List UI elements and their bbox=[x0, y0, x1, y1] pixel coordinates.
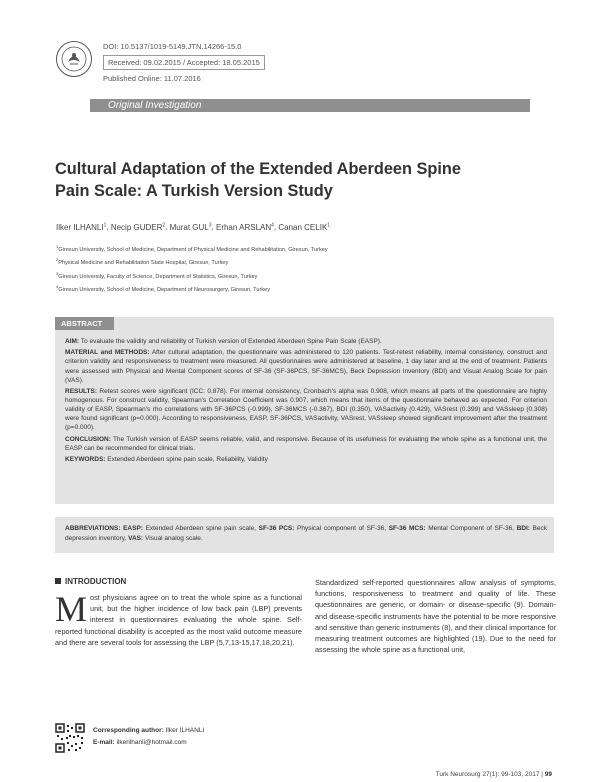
journal-logo bbox=[55, 40, 93, 78]
abbreviations-text: ABBREVIATIONS: EASP: Extended Aberdeen spine pain scale, SF-36 PCS: Physical component of SF-36, SF-36 MCS: Mental Component of SF-36, BDI: Beck depression inventory, VAS: Visual analog scale. bbox=[65, 525, 547, 542]
abstract-methods: MATERIAL and METHODS: After cultural adaptation, the questionnaire was administered to 120 patients. Test-retest reliability, internal consistency, construct and criterion validity and responsiveness to treatment were measured. All questionnaires were administered at baseline, 1 day later and at the end of treatment. Patients were assessed with Physical and Mental Component scores of SF-36 (SF-36PCS, SF-36MCS), Beck Depression Inventory (BDI) and Visual Analog Scale for pain (VAS). bbox=[65, 349, 547, 384]
email-link[interactable]: ilkerilhanli@hotmail.com bbox=[116, 739, 187, 746]
page-number: 99 bbox=[544, 771, 552, 778]
intro-paragraph-2: Standardized self-reported questionnaires allow analysis of symptoms, functions, responsiveness to treatment and quality of life. These questionnaires are generic, or domain- or disease-specific (9). Domain- and disease-specific instruments have the potential to be more responsive and sensitive than generic instruments (8), and their clinical importance for measuring treatment outcomes are highlighted (19). Due to the need for assessing the whole spine as a functional unit, bbox=[315, 578, 556, 655]
corresponding-info bbox=[93, 725, 204, 749]
abstract-text bbox=[65, 337, 547, 467]
affiliation: $^2$Physical Medicine and Rehabilitation State Hospital, Giresun, Turkey bbox=[56, 257, 229, 267]
category-label: Original Investigation bbox=[108, 100, 202, 111]
corresponding-email: E-mail: ilkerilhanli@hotmail.com bbox=[93, 739, 187, 746]
abstract-label: ABSTRACT bbox=[61, 319, 103, 328]
affiliation: $^4$Giresun University, School of Medicine, Department of Neurosurgery, Giresun, Turkey bbox=[56, 284, 271, 293]
author-list: Ilker ILHANLI$^1$, Necip GUDER$^2$, Murat GUL$^3$, Erhan ARSLAN$^4$, Canan CELIK$^1$ bbox=[56, 222, 331, 232]
journal-citation: Turk Neurosurg 27(1): 99-103, 2017 bbox=[435, 771, 540, 778]
square-bullet-icon bbox=[55, 578, 61, 584]
article-title: Cultural Adaptation of the Extended Aberdeen Spine Pain Scale: A Turkish Version Study bbox=[55, 159, 461, 200]
qr-code-icon[interactable] bbox=[55, 723, 85, 753]
corresponding-author: Corresponding author: Ilker ILHANLI bbox=[93, 727, 205, 734]
doi[interactable]: DOI: 10.5137/1019-5149.JTN.14266-15.0 bbox=[103, 42, 242, 51]
article-meta bbox=[103, 42, 265, 83]
intro-paragraph-1: Most physicians agree on to treat the whole spine as a functional unit, but the higher incidence of low back pain (LBP) prevents interest in questionnaires evaluating the whole spine. Self-reported functional disability is accepted as the most valid outcome measure and there are several tools for assessing the LBP (5,7,13-15,17,18,20,21). bbox=[55, 589, 302, 647]
author: Murat GUL$^3$ bbox=[169, 222, 212, 232]
affiliation: $^3$Giresun University, Faculty of Science, Department of Statistics, Giresun, Turkey bbox=[56, 270, 258, 280]
category-bar bbox=[90, 99, 530, 112]
abstract-keywords: KEYWORDS: Extended Aberdeen spine pain scale, Reliability, Validity bbox=[65, 456, 268, 464]
page-footer: Turk Neurosurg 27(1): 99-103, 2017 | 99 bbox=[435, 771, 552, 778]
received-accepted-dates: Received: 09.02.2015 / Accepted: 18.05.2015 bbox=[103, 55, 265, 70]
affiliation: $^1$Giresun University, School of Medicine, Department of Physical Medicine and Rehabilitation, Giresun, Turkey bbox=[56, 244, 328, 253]
drop-cap: M bbox=[55, 589, 88, 629]
author: Erhan ARSLAN$^4$ bbox=[215, 222, 274, 232]
abstract-tab bbox=[55, 317, 114, 330]
abstract-results: RESULTS: Retest scores were significant (ICC: 0.878). For internal consistency, Cronbach's alpha was 0.908, which means all parts of the questionnaire are highly homogenous. For construct validity, Spearman's Correlation Coefficient was 0.907, which means that items of the questionnaire behaved as expected. For criterion validity of EASP, Spearman's rho correlations with SF-36PCS (-0.999), SF-36MCS (-0.367), BDI (0.350), VASactivity (0.429), VASrest (0.399) and VASsleep (0.308) were found significant (p=0.000). According to responsiveness, EASP, SF-36PCS, VASactivity, VASrest, VASsleep showed significant improvement after the treatment (p=0.000). bbox=[65, 388, 547, 432]
author: Necip GUDER$^2$ bbox=[110, 222, 166, 232]
introduction-heading: INTRODUCTION bbox=[55, 577, 126, 586]
affiliation-list bbox=[56, 242, 328, 295]
abstract-conclusion: CONCLUSION: The Turkish version of EASP seems reliable, valid, and responsive. Because of its usefulness for evaluating the whole spine as a functional unit, the EASP can be recommended for clinical trials. bbox=[65, 435, 547, 452]
author: Canan CELIK$^1$ bbox=[278, 222, 331, 232]
published-online: Published Online: 11.07.2016 bbox=[103, 74, 201, 83]
abstract-aim: AIM: To evaluate the validity and reliability of Turkish version of Extended Aberdeen Spine Pain Scale (EASP). bbox=[65, 338, 382, 345]
author: Ilker ILHANLI$^1$ bbox=[56, 222, 107, 232]
